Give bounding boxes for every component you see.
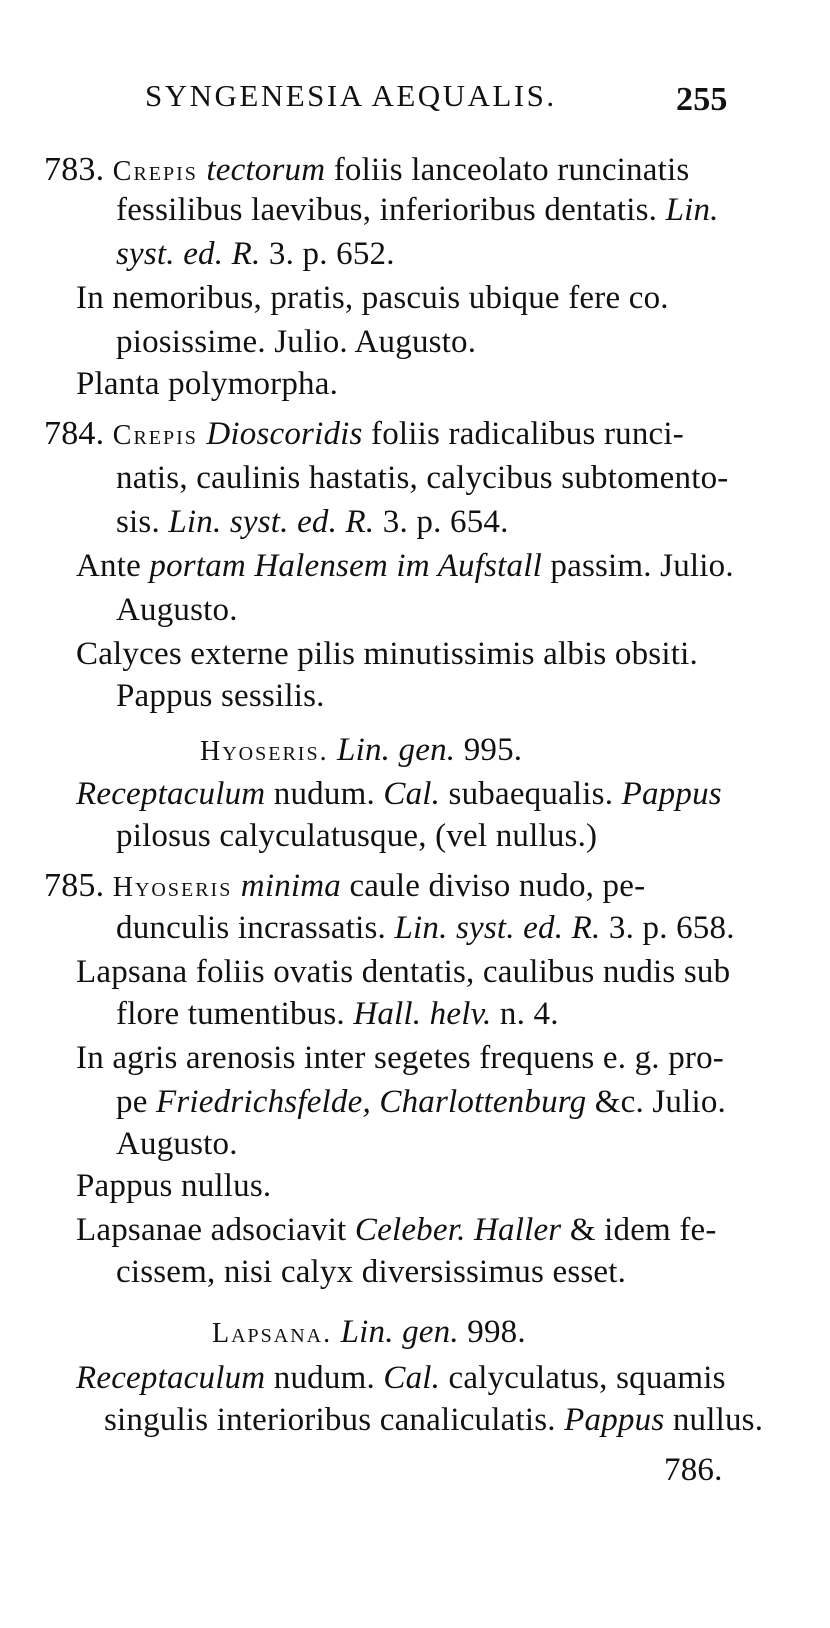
catchword: 786. — [664, 1452, 723, 1488]
species-name: minima — [240, 868, 341, 904]
diagnosis-text: sis. — [116, 504, 160, 540]
genus-name: Crepis — [112, 420, 198, 451]
diagnosis-text: foliis radicalibus runci- — [371, 416, 684, 452]
entry-number: 783. — [44, 151, 105, 188]
entry-784-line3 — [116, 502, 509, 542]
genus-name: Hyoseris. — [200, 736, 329, 767]
entry-783-habitat1: In nemoribus, pratis, pascuis ubique fere co. — [76, 280, 669, 316]
habitat-text: passim. Julio. — [550, 548, 734, 584]
entry-785-syn2 — [116, 994, 559, 1034]
reference: Hall. helv. — [353, 996, 492, 1032]
species-name: tectorum — [206, 152, 326, 188]
term: Pappus — [564, 1402, 665, 1438]
page-number: 255 — [676, 81, 728, 118]
diagnosis-text: foliis lanceolato runcinatis — [333, 152, 690, 188]
note-text: Lapsanae adsociavit — [76, 1212, 347, 1248]
entry-number: 785. — [44, 867, 105, 904]
entry-785-habitat1: In agris arenosis inter segetes frequens e. g. pro- — [76, 1040, 724, 1076]
genus-name: Hyoseris — [112, 872, 233, 903]
entry-784-line2: natis, caulinis hastatis, calycibus subtomento- — [116, 460, 729, 496]
entry-785-note2 — [76, 1210, 717, 1250]
reference: Lin. syst. ed. R. — [168, 504, 375, 540]
desc-text: nudum. — [273, 1360, 375, 1396]
term: Cal. — [383, 776, 441, 812]
reference-number: 995. — [463, 732, 523, 768]
entry-785-habitat2 — [116, 1082, 726, 1122]
genus-name: Lapsana. — [212, 1318, 333, 1349]
diagnosis-text: dunculis incrassatis. — [116, 910, 386, 946]
place-name: portam Halensem im Aufstall — [149, 548, 542, 584]
entry-783-habitat2: piosissime. Julio. Augusto. — [116, 324, 477, 360]
desc-text: calyculatus, squamis — [448, 1360, 726, 1396]
author-name: Celeber. Haller — [354, 1212, 562, 1248]
reference: Lin. syst. ed. R. — [394, 910, 601, 946]
entry-785-syn1: Lapsana foliis ovatis dentatis, caulibus nudis sub — [76, 954, 731, 990]
habitat-text: pe — [116, 1084, 148, 1120]
entry-783-line1 — [44, 150, 689, 192]
hyoseris-desc1 — [76, 774, 722, 814]
genus-heading-lapsana — [212, 1312, 526, 1354]
entry-785-habitat3: Augusto. — [116, 1126, 238, 1162]
entry-785-note3: cissem, nisi calyx diversissimus esset. — [116, 1254, 627, 1290]
reference-page: 3. p. 652. — [268, 236, 395, 272]
term: Pappus — [621, 776, 722, 812]
desc-text: nudum. — [273, 776, 375, 812]
desc-text: subaequalis. — [448, 776, 614, 812]
hyoseris-desc2: pilosus calyculatusque, (vel nullus.) — [116, 818, 598, 854]
entry-784-habitat2: Augusto. — [116, 592, 238, 628]
diagnosis-text: caule diviso nudo, pe- — [349, 868, 646, 904]
running-header: SYNGENESIA AEQUALIS. — [145, 78, 557, 113]
genus-name: Crepis — [112, 156, 198, 187]
term: Receptaculum — [76, 1360, 266, 1396]
reference: Lin. gen. — [340, 1314, 459, 1350]
entry-784-line1 — [44, 414, 684, 456]
place-name: Charlottenburg — [379, 1084, 587, 1120]
term: Receptaculum — [76, 776, 266, 812]
reference: Lin. — [665, 192, 719, 228]
reference: syst. ed. R. — [116, 236, 261, 272]
lapsana-desc2 — [104, 1400, 763, 1440]
entry-785-line2 — [116, 908, 735, 948]
reference-page: 3. p. 658. — [608, 910, 735, 946]
reference-page: 3. p. 654. — [382, 504, 509, 540]
entry-783-note: Planta polymorpha. — [76, 366, 339, 402]
reference: Lin. gen. — [337, 732, 456, 768]
diagnosis-text: fessilibus laevibus, inferioribus dentatis. — [116, 192, 658, 228]
entry-783-line3 — [116, 234, 395, 274]
reference-page: n. 4. — [499, 996, 559, 1032]
entry-number: 784. — [44, 415, 105, 452]
entry-784-habitat1 — [76, 546, 734, 586]
entry-785-line1 — [44, 866, 645, 908]
reference-number: 998. — [467, 1314, 526, 1350]
note-text: & idem fe- — [569, 1212, 717, 1248]
habitat-text: Ante — [76, 548, 141, 584]
entry-783-line2 — [116, 190, 719, 230]
term: Cal. — [383, 1360, 441, 1396]
habitat-text: &c. Julio. — [594, 1084, 727, 1120]
entry-785-note1: Pappus nullus. — [76, 1168, 272, 1204]
species-name: Dioscoridis — [206, 416, 363, 452]
lapsana-desc1 — [76, 1358, 726, 1398]
genus-heading-hyoseris — [200, 730, 522, 772]
place-name: Friedrichsfelde, — [156, 1084, 371, 1120]
desc-text: singulis interioribus canaliculatis. — [104, 1402, 556, 1438]
desc-text: nullus. — [672, 1402, 764, 1438]
entry-784-note1: Calyces externe pilis minutissimis albis obsiti. — [76, 636, 698, 672]
entry-784-note2: Pappus sessilis. — [116, 678, 325, 714]
synonym-text: flore tumentibus. — [116, 996, 345, 1032]
